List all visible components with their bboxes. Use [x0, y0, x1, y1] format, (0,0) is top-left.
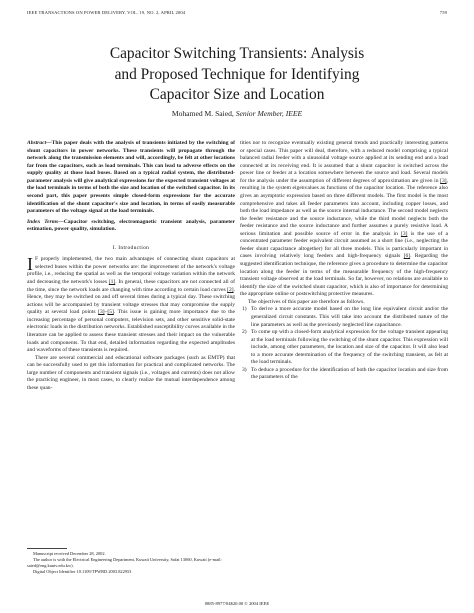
journal-name: IEEE TRANSACTIONS ON POWER DELIVERY, VOL. 19, NO. 2, APRIL 2004	[27, 10, 186, 15]
right-column	[240, 140, 448, 382]
index-terms	[27, 219, 235, 234]
footnote-affiliation: The author is with the Electrical Engineering Department, Kuwait University, Safat 13060, Kuwait (e-mail: saied@eng.kuniv.edu.kw).	[27, 556, 222, 568]
author-line	[30, 109, 444, 118]
author-name: Mohamed M. Saied,	[171, 109, 236, 118]
intro-text-a: F properly implemented, the two main advantages of connecting shunt capacitors at selected buses within the power networks are: the improvement of the network's voltage profile, i.e., reducing the spatial as well as the temporal voltage variation within the network and decreasing the network's losses	[27, 256, 235, 285]
footnote-received: Manuscript received December 28, 2002.	[33, 551, 106, 556]
title-line-2: and Proposed Technique for Identifying	[114, 65, 360, 83]
list-item-text: To derive a more accurate model based on the long line equivalent circuit and/or the generalized circuit constants. This will take into account the distributed nature of the line parameters as well as the previously neglected line capacitance.	[251, 306, 448, 328]
abstract-label: Abstract	[27, 140, 47, 146]
citation-link-5[interactable]: [5]	[107, 309, 114, 316]
list-item-text: To deduce a procedure for the identification of both the capacitor location and size from the parameters of the	[251, 366, 448, 381]
list-item	[240, 367, 448, 382]
title-line-1: Capacitor Switching Transients: Analysis	[109, 45, 365, 62]
list-item-number: 3)	[242, 366, 247, 373]
paper-title	[30, 44, 444, 106]
left-column	[27, 140, 235, 392]
footnote-divider	[27, 548, 67, 549]
author-role: Senior Member, IEEE	[235, 109, 303, 118]
objectives-list	[240, 306, 448, 382]
intro-paragraph-2: There are several commercial and educational software packages (such as EMTP) that can be successfully used to get this information for practical and complicated networks. The large number of components and transient signals (i.e., voltages and currents) does not allow the practicing engineer, in most cases, to clearly realize the mutual interdependence among these quan-	[27, 354, 235, 391]
citation-link-3[interactable]: [3]	[98, 309, 105, 316]
citation-link-6[interactable]: [6]	[403, 253, 411, 260]
abstract-text: —This paper deals with the analysis of transients initiated by the switching of shunt capacitors in power networks. These transients will propagate through the network along the transmission elements and will, accordingly, be felt at other locations far from the capacitors, such as load terminals. This can lead to adverse effects on the supply quality at those load buses. Based on a typical radial system, the distributed-parameter analysis will give analytical expressions for the expected transient voltages at the load terminals in terms of both the size and location of the switched capacitor. In its second part, this paper presents simple closed-form expressions for the accurate identification of the shunt capacitor's size and location, in terms of easily measurable parameters of the voltage signal at the load terminals.	[27, 140, 235, 215]
list-item	[240, 329, 448, 367]
section-heading-introduction: I. Introduction	[112, 244, 150, 251]
right-paragraph-2: The objectives of this paper are therefore as follows.	[248, 298, 365, 305]
citation-link-3c[interactable]: [3]	[400, 230, 408, 237]
right-text-d: . Regarding the suggested identification technique, the reference gives a procedure to determine the capacitor location along the feeder in terms of the measurable frequency of the high-frequency transient voltage observed at the load terminals. So far, however, no relations are available to identify the size of the switched shunt capacitor, which is also of importance for determining the appropriate online or postswitching protective measures.	[240, 253, 448, 298]
running-header	[27, 10, 447, 15]
right-paragraph-1	[240, 140, 448, 299]
list-item-number: 2)	[242, 329, 247, 336]
intro-paragraph-1	[27, 256, 235, 354]
citation-link-3b[interactable]: [3]	[440, 177, 447, 184]
copyright-footer: 0885-8977/04$20.00 © 2004 IEEE	[204, 601, 270, 606]
index-terms-label: Index Terms	[27, 218, 59, 225]
intro-text-e: . This issue is gaining more importance due to the increasing percentage of personal computers, television sets, and other sensitive solid-state electronic loads in the distribution networks. Established susceptibility curves available in the literature can be applied to assess these transient stresses and their impact on the vulnerable loads and components. To that end, detailed information regarding the expected amplitudes and waveforms of these transients is required.	[27, 309, 235, 354]
list-item-number: 1)	[242, 306, 247, 313]
right-text-c: is the use of a concentrated parameter feeder equivalent circuit assumed as a short line (i.e., neglecting the feeder shunt capacitance altogether) for all three models. This is particularly important in cases involving relatively long feeders and high-frequency signals	[240, 230, 448, 260]
intro-dash: –	[104, 309, 108, 316]
citation-link-2[interactable]: [2]	[227, 286, 234, 293]
footnote	[27, 551, 235, 575]
list-item	[240, 306, 448, 329]
abstract	[27, 140, 235, 216]
page-number: 759	[439, 10, 447, 15]
drop-cap: I	[27, 254, 33, 275]
list-item-text: To come up with a closed-form analytical expression for the voltage transient appearing at the load terminals following the switching of the shunt capacitor. This expression will include, among other parameters, the location and size of the capacitor. It will also lead to a more accurate determination of the frequency of the switching transient, as felt at the load terminals.	[251, 329, 448, 366]
citation-link-1[interactable]: [1]	[108, 279, 116, 285]
right-text-b: , resulting in the system eigenvalues as functions of the capacitor location. The reference also gives an asymptotic expression based on three different models. The first model is the most comprehensive and takes all feeder parameters into account, including copper losses, and both the load impedance as well as the source internal inductance. The second model neglects the feeder resistance and the source inductance, while the third model neglects both the feeder resistance and the source inductance and further assumes a purely resistive load. A serious limitation and possible source of error in the analysis in	[240, 177, 448, 237]
right-text-a: tities nor to recognize eventually existing general trends and practically interesting patterns or special cases. This paper will deal, therefore, with a reduced model comprising a typical balanced radial feeder with a sinusoidal voltage source applied at its sending end and a load connected at its receiving end. It is assumed that a shunt capacitor is switched across the power line or feeder at a location somewhere between the source and load. Several models for the analysis under the assumption of different degrees of approximation are given in	[240, 140, 448, 184]
index-terms-text: —Capacitor switching, electromagnetic transient analysis, parameter estimation, power quality, simulation.	[27, 218, 235, 233]
title-line-3: Capacitor Size and Location	[149, 86, 325, 103]
footnote-doi: Digital Object Identifier 10.1109/TPWRD.2003.822953	[33, 568, 132, 574]
intro-text-b: . In general, these capacitors are not connected all of the time, since the network loads are changing with time according to certain load curves	[27, 279, 235, 293]
intro-text-c: . Hence, they may be switched on and off several times during a typical day. These switching actions will be accompanied by transient voltage stresses that may compromise the supply quality at several load points	[27, 286, 235, 316]
